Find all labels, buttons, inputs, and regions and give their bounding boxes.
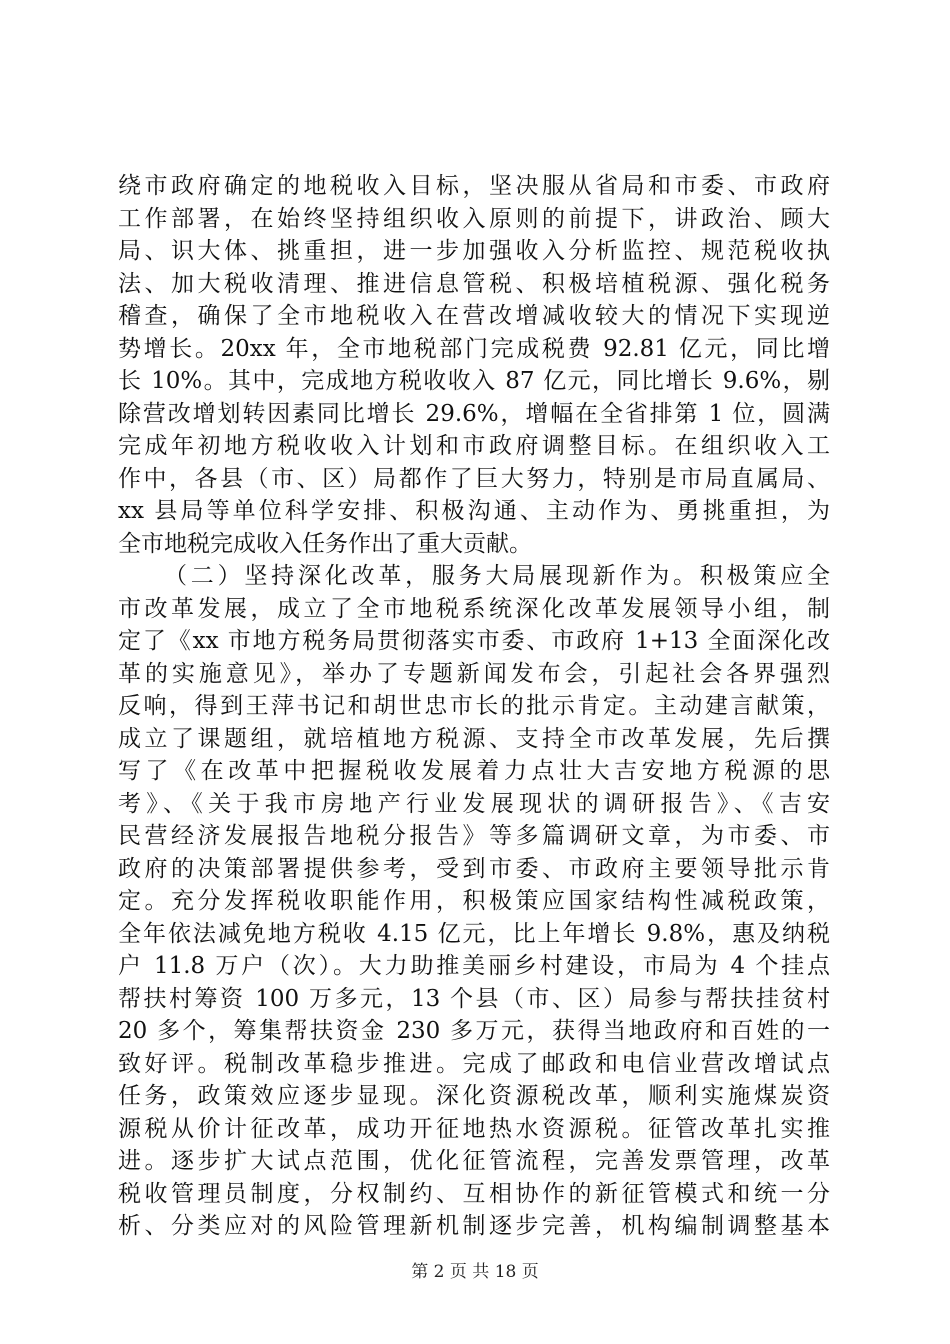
text-line: 完成年初地方税收收入计划和市政府调整目标。在组织收入工 — [118, 433, 830, 459]
text-line: 法、加大税收清理、推进信息管税、积极培植税源、强化税务 — [118, 270, 830, 297]
section-heading-line: （二）坚持深化改革，服务大局展现新作为。积极策应全 — [164, 563, 830, 589]
text-line: 长 10%。其中，完成地方税收收入 87 亿元，同比增长 9.6%，剔 — [118, 368, 830, 394]
text-line: 20 多个，筹集帮扶资金 230 多万元，获得当地政府和百姓的一 — [118, 1018, 830, 1044]
text-line: 源税从价计征改革，成功开征地热水资源税。征管改革扎实推 — [118, 1115, 830, 1142]
text-line: 致好评。税制改革稳步推进。完成了邮政和电信业营改增试点 — [118, 1050, 830, 1077]
text-line: 除营改增划转因素同比增长 29.6%，增幅在全省排第 1 位，圆满 — [118, 400, 830, 427]
text-line: 全年依法减免地方税收 4.15 亿元，比上年增长 9.8%，惠及纳税 — [118, 920, 830, 947]
text-line: 工作部署，在始终坚持组织收入原则的前提下，讲政治、顾大 — [118, 205, 830, 232]
text-line: 作中，各县（市、区）局都作了巨大努力，特别是市局直属局、 — [118, 465, 830, 492]
text-line: 局、识大体、挑重担，进一步加强收入分析监控、规范税收执 — [118, 238, 830, 264]
text-line: 革的实施意见》，举办了专题新闻发布会，引起社会各界强烈 — [118, 660, 830, 687]
text-line: 写了《在改革中把握税收发展着力点壮大吉安地方税源的思 — [118, 758, 830, 784]
text-line: 绕市政府确定的地税收入目标，坚决服从省局和市委、市政府 — [118, 173, 830, 199]
text-line: xx 县局等单位科学安排、积极沟通、主动作为、勇挑重担，为 — [118, 498, 830, 524]
text-line: 任务，政策效应逐步显现。深化资源税改革，顺利实施煤炭资 — [118, 1083, 830, 1109]
page-footer: 第 2 页 共 18 页 — [411, 1262, 539, 1282]
text-line: 市改革发展，成立了全市地税系统深化改革发展领导小组，制 — [118, 595, 830, 622]
text-line: 析、分类应对的风险管理新机制逐步完善，机构编制调整基本 — [118, 1213, 830, 1239]
text-line: 稽查，确保了全市地税收入在营改增减收较大的情况下实现逆 — [118, 303, 830, 329]
text-line: 帮扶村筹资 100 万多元，13 个县（市、区）局参与帮扶挂贫村 — [118, 985, 830, 1012]
text-line: 民营经济发展报告地税分报告》等多篇调研文章，为市委、市 — [118, 823, 830, 849]
text-line: 税收管理员制度，分权制约、互相协作的新征管模式和统一分 — [118, 1180, 830, 1207]
body-text — [118, 170, 830, 1243]
text-line: 定。充分发挥税收职能作用，积极策应国家结构性减税政策， — [118, 888, 830, 914]
text-line: 全市地税完成收入任务作出了重大贡献。 — [118, 530, 532, 557]
text-line: 考》、《关于我市房地产行业发展现状的调研报告》、《吉安 — [118, 790, 830, 817]
text-line: 势增长。20xx 年，全市地税部门完成税费 92.81 亿元，同比增 — [118, 335, 830, 362]
text-line: 政府的决策部署提供参考，受到市委、市政府主要领导批示肯 — [118, 855, 830, 882]
text-line: 反响，得到王萍书记和胡世忠市长的批示肯定。主动建言献策， — [118, 693, 830, 719]
text-line: 定了《xx 市地方税务局贯彻落实市委、市政府 1+13 全面深化改 — [118, 628, 830, 654]
text-line: 户 11.8 万户（次）。大力助推美丽乡村建设，市局为 4 个挂点 — [118, 953, 830, 979]
text-line: 进。逐步扩大试点范围，优化征管流程，完善发票管理，改革 — [118, 1148, 830, 1174]
text-line: 成立了课题组，就培植地方税源、支持全市改革发展，先后撰 — [118, 725, 830, 752]
